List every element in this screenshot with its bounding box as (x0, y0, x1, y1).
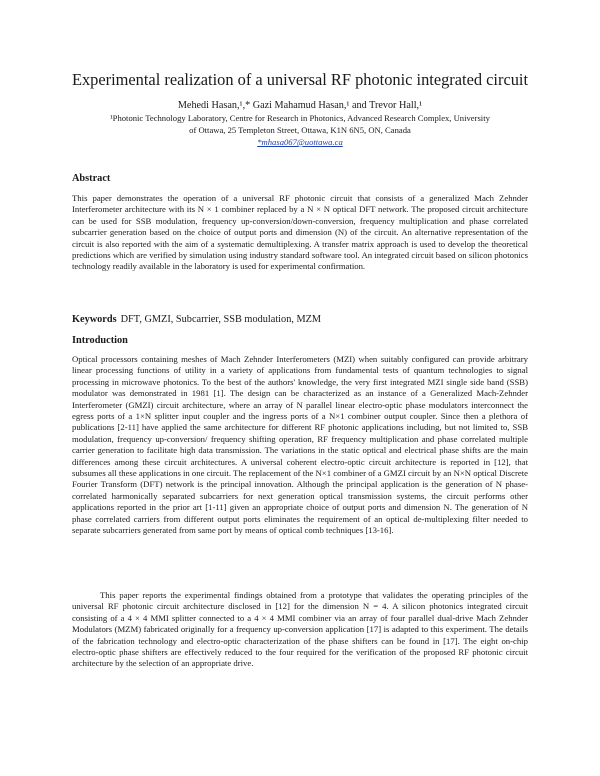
keywords-line (72, 313, 528, 326)
author-list: Mehedi Hasan,¹,* Gazi Mahamud Hasan,¹ and Trevor Hall,¹ (177, 100, 423, 111)
introduction-paragraph-1: Optical processors containing meshes of Mach Zehnder Interferometers (MZI) when suitably configured can provide arbitrary linear processing functions of utility in a variety of applications from fundamental tests of quantum technologies to signal processing in microwave photonics. To the best of the authors' knowledge, the very first integrated MZI single side band (SSB) modulator was demonstrated in 1981 [1]. The design can be characterized as an instance of a Generalized Mach-Zehnder Interferometer (GMZI) circuit architecture, where an array of N parallel linear electro-optic phase modulators interconnect the egress ports of a 1×N splitter input coupler and the ingress ports of a N×1 combiner output coupler. Since then a plethora of publications [2-11] have applied the same architecture for different RF photonic applications including, but not limited to, SSB modulation, frequency up-conversion/ frequency shifting operation, RF frequency multiplication and phase correlated multiple carrier generation to facilitate high data transmission. The variations in the static optical and electrical phase shifts are the main differences among these circuit architectures. A universal coherent electro-optic circuit architecture is reported in [12], that subsumes all these applications in one circuit. The replacement of the N×1 combiner of a GMZI circuit by an N×N optical Discrete Fourier Transform (DFT) network is the principal innovation. Although the principal application is the generation of N phase-correlated harmonically separated subcarriers for next generation optical transmission systems, the circuit performs other applications reported in the prior art [1-11] given an appropriate choice of output ports and dimension N. The generation of N phase correlated carriers from different output ports eliminates the requirement of an optical de-multiplexing filter needed to separate subcarriers generated from same port by means of optical comb techniques [13-16]. (72, 354, 528, 536)
paper-title: Experimental realization of a universal RF photonic integrated circuit (71, 70, 529, 89)
introduction-heading: Introduction (72, 335, 128, 346)
corresponding-email[interactable] (100, 136, 500, 148)
abstract-heading: Abstract (72, 173, 111, 184)
keywords-text: DFT, GMZI, Subcarrier, SSB modulation, MZM (120, 314, 322, 325)
email-link[interactable]: *mhasa067@uottawa.ca (257, 137, 343, 147)
keywords-label: Keywords (72, 314, 117, 325)
introduction-paragraph-2: This paper reports the experimental findings obtained from a prototype that validates the operating principles of the universal RF photonic circuit architecture disclosed in [12] for the dimension N = 4. A silicon photonics integrated circuit consisting of a 4 × 4 MMI splitter connected to a 4 × 4 MMI combiner via an array of four parallel dual-drive Mach Zehnder Modulators (MZM) fabricated originally for a frequency up-conversion application [17] is adapted to this experiment. The details of the fabrication technology and electro-optic characterization of the phase shifters can be found in [17]. The eight on-chip electro-optic phase shifters are effectively reduced to the four required for the verification of the proposed RF photonic circuit architecture by the selection of an appropriate drive. (72, 590, 528, 669)
abstract-text: This paper demonstrates the operation of a universal RF photonic circuit that consists of a generalized Mach Zehnder Interferometer architecture with its N × 1 combiner replaced by a N × N optical DFT network. The proposed circuit architecture can be used for SSB modulation, frequency up-conversion/down-conversion, frequency multiplication and phase correlated subcarrier generation based on the choice of output ports and dimension (N) of the circuit. An alternative representation of the circuit is also reported with the aim of a systematic demultiplexing. A transfer matrix approach is used to develop the theoretical predictions which are verified by simulation using industry standard software tool. An integrated circuit based on silicon photonics technology readily available in the laboratory is used for experimental confirmation. (72, 193, 528, 272)
author-affiliation: ¹Photonic Technology Laboratory, Centre for Research in Photonics, Advanced Research Complex, University of Ottawa, 25 Templeton Street, Ottawa, K1N 6N5, ON, Canada (110, 113, 490, 135)
